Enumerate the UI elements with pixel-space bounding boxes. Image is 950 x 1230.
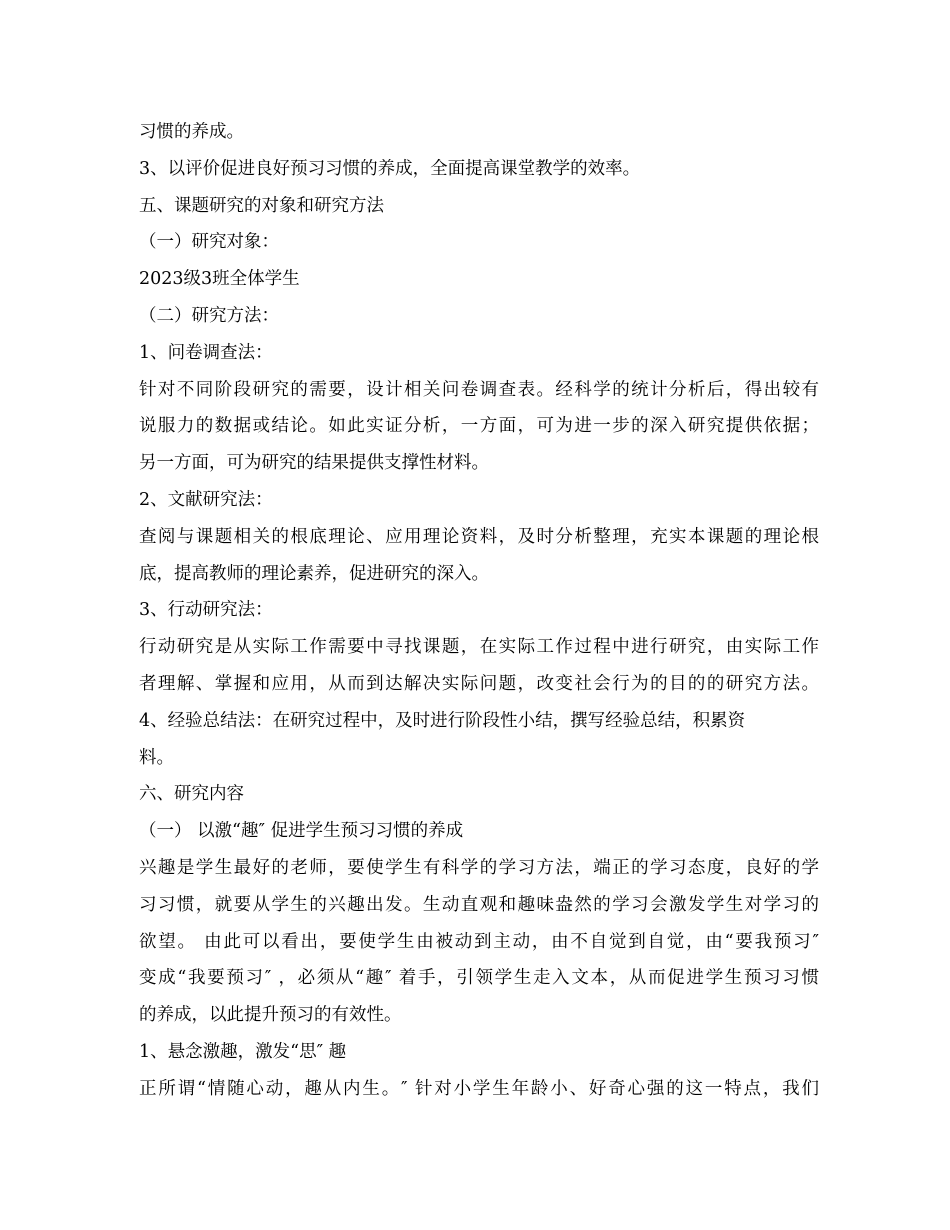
subsection-heading: （一）研究对象： (139, 232, 279, 253)
text-line: 另一方面，可为研究的结果提供支撑性材料。 (139, 453, 489, 474)
method-heading: 3、行动研究法： (139, 600, 273, 621)
text-line: 变成“我要预习″ ，必须从“趣″ 着手，引领学生走入文本，从而促进学生预习习惯 (139, 968, 819, 989)
method-heading: 1、悬念激趣，激发“思″ 趣 (139, 1041, 347, 1062)
document-body (139, 114, 819, 1108)
text-line: 料。 (139, 747, 174, 768)
text-line: 者理解、掌握和应用，从而到达解决实际问题，改变社会行为的目的的研究方法。 (139, 673, 819, 694)
text-line: 正所谓“情随心动，趣从内生。″ 针对小学生年龄小、好奇心强的这一特点，我们 (139, 1078, 819, 1099)
section-heading: 六、研究内容 (139, 784, 244, 805)
method-heading: 4、经验总结法：在研究过程中，及时进行阶段性小结，撰写经验总结，积累资 (139, 710, 746, 731)
method-heading: 1、问卷调查法： (139, 342, 273, 363)
text-line: 底，提高教师的理论素养，促进研究的深入。 (139, 563, 489, 584)
subsection-heading: （二）研究方法： (139, 305, 279, 326)
text-line: 的养成，以此提升预习的有效性。 (139, 1005, 402, 1026)
text-line: 2023级3班全体学生 (139, 269, 300, 290)
text-line: 行动研究是从实际工作需要中寻找课题，在实际工作过程中进行研究，由实际工作 (139, 637, 819, 658)
subsection-heading: （一） 以激“趣″ 促进学生预习习惯的养成 (139, 821, 464, 842)
text-line: 习习惯，就要从学生的兴趣出发。生动直观和趣味盎然的学习会激发学生对学习的 (139, 894, 819, 915)
text-line: 兴趣是学生最好的老师，要使学生有科学的学习方法，端正的学习态度，良好的学 (139, 857, 819, 878)
section-heading: 五、课题研究的对象和研究方法 (139, 195, 384, 216)
text-line: 欲望。 由此可以看出，要使学生由被动到主动，由不自觉到自觉，由“要我预习″ (139, 931, 819, 952)
text-line: 查阅与课题相关的根底理论、应用理论资料，及时分析整理，充实本课题的理论根 (139, 526, 819, 547)
text-line: 说服力的数据或结论。如此实证分析，一方面，可为进一步的深入研究提供依据； (139, 416, 819, 437)
text-line: 针对不同阶段研究的需要，设计相关问卷调查表。经科学的统计分析后，得出较有 (139, 379, 819, 400)
method-heading: 2、文献研究法： (139, 489, 273, 510)
text-line: 习惯的养成。 (139, 122, 244, 142)
text-line: 3、以评价促进良好预习习惯的养成，全面提高课堂教学的效率。 (139, 158, 641, 179)
